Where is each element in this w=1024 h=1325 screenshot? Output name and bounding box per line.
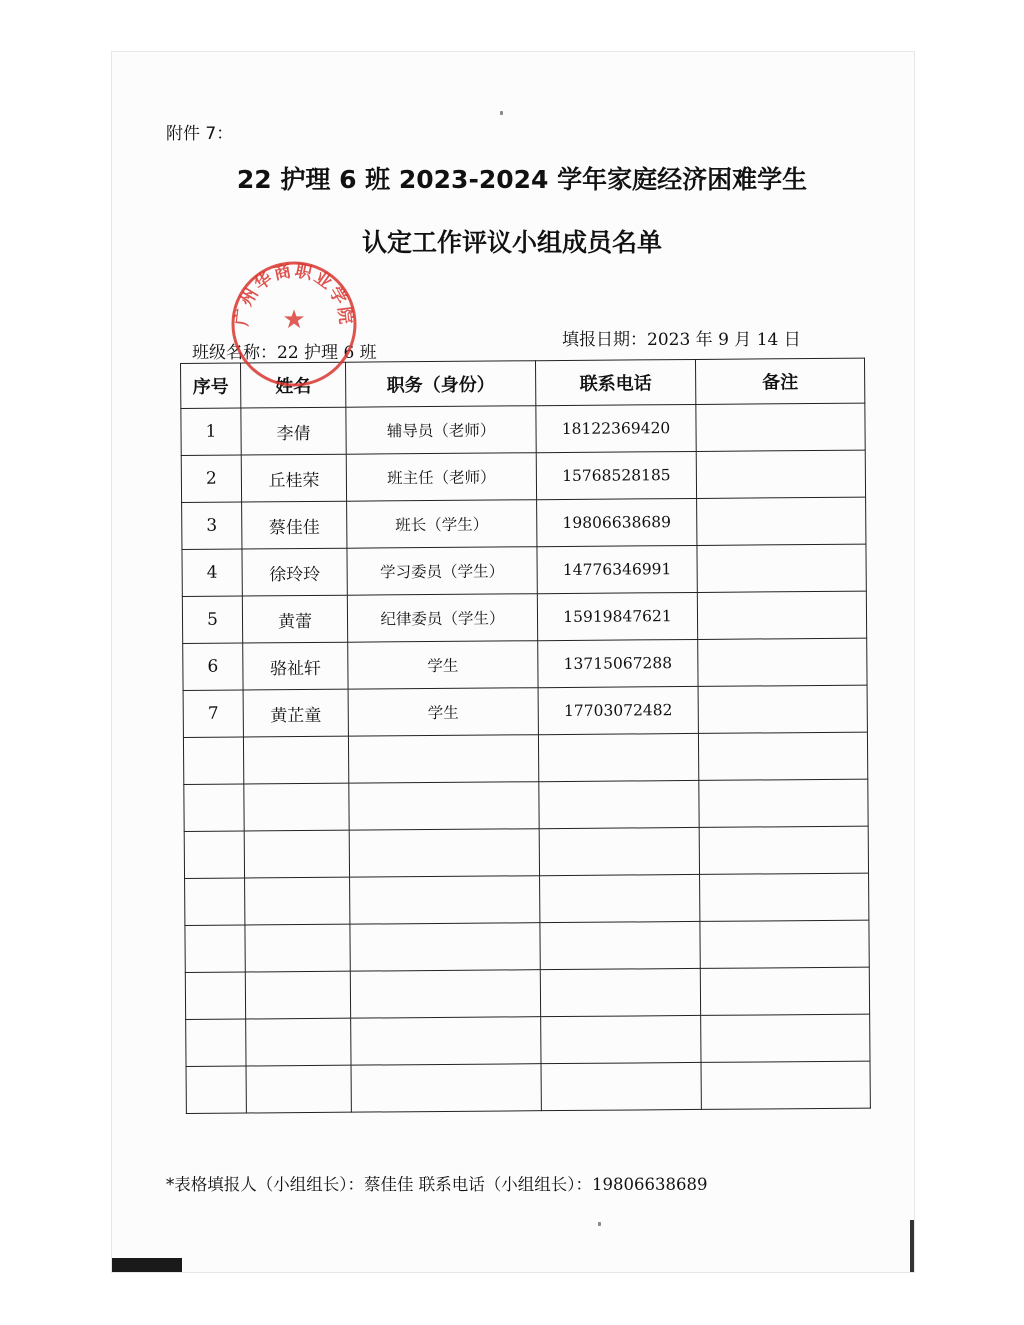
scan-speck [500,111,503,115]
cell-seq [185,925,245,972]
cell-name [246,1018,351,1066]
cell-role: 辅导员（老师） [346,406,536,454]
cell-remark [697,591,866,639]
cell-seq: 3 [182,502,242,549]
cell-remark [698,685,867,733]
cell-name: 骆祉轩 [243,642,348,690]
cell-remark [698,638,867,686]
document-title-line-1: 22 护理 6 班 2023-2024 学年家庭经济困难学生 [236,165,808,194]
cell-seq [185,878,245,925]
cell-phone [539,827,699,875]
cell-remark [696,450,865,498]
cell-phone [540,874,700,922]
seal-text: 广州华商职业学院 [232,260,356,328]
cell-role: 班长（学生） [347,500,537,548]
cell-seq: 6 [183,643,243,690]
cell-name [243,736,348,784]
cell-role [350,970,540,1018]
attachment-label: 附件 7： [166,124,234,144]
cell-seq: 4 [182,549,242,596]
cell-name [245,877,350,925]
table-row [182,591,866,643]
cell-role [348,735,538,783]
header-role: 职务（身份） [345,361,535,407]
cell-phone: 18122369420 [536,404,696,452]
cell-role [351,1064,541,1112]
cell-phone: 14776346991 [537,545,697,593]
cell-seq: 1 [181,408,241,455]
cell-phone [540,968,700,1016]
cell-role [349,782,539,830]
table-row [184,826,868,878]
cell-name [244,783,349,831]
cell-name: 李倩 [241,407,346,455]
cell-seq: 5 [182,596,242,643]
table-row [184,779,868,831]
cell-seq: 7 [183,690,243,737]
scan-edge-shadow [112,1258,182,1272]
official-seal [228,258,360,390]
document-title-line-2: 认定工作评议小组成员名单 [361,228,662,257]
table-row [183,732,867,784]
cell-seq [185,972,245,1019]
cell-remark [697,544,866,592]
cell-seq [186,1019,246,1066]
cell-remark [700,920,869,968]
cell-phone [541,1062,701,1110]
cell-role [351,1017,541,1065]
cell-seq [186,1066,246,1113]
member-table [180,358,871,1114]
header-name: 姓名 [241,362,346,408]
cell-remark [700,873,869,921]
cell-phone: 15919847621 [537,592,697,640]
cell-role: 班主任（老师） [346,453,536,501]
table-row [183,685,867,737]
cell-remark [699,826,868,874]
table-row [186,1061,870,1113]
cell-role [349,829,539,877]
header-seq: 序号 [181,363,241,408]
cell-name [245,924,350,972]
cell-phone [539,780,699,828]
table-row [183,638,867,690]
cell-name [244,830,349,878]
scan-speck [598,1222,601,1226]
cell-name: 蔡佳佳 [242,501,347,549]
header-remark: 备注 [695,358,864,404]
table-row [182,544,866,596]
cell-phone [538,733,698,781]
cell-role: 学生 [348,641,538,689]
cell-remark [701,1014,870,1062]
cell-seq [183,737,243,784]
cell-phone [540,921,700,969]
cell-role [350,876,540,924]
cell-seq [184,831,244,878]
svg-text:★: ★ [282,305,306,335]
cell-remark [697,497,866,545]
cell-name [245,971,350,1019]
table-row [181,450,865,502]
cell-remark [699,779,868,827]
cell-name: 黄蕾 [242,595,347,643]
cell-remark [698,732,867,780]
cell-phone [541,1015,701,1063]
cell-role: 学习委员（学生） [347,547,537,595]
cell-remark [696,403,865,451]
cell-seq [184,784,244,831]
cell-name: 黄芷童 [243,689,348,737]
table-row [185,920,869,972]
table-row [181,403,865,455]
cell-remark [701,1061,870,1109]
header-phone: 联系电话 [535,359,695,405]
table-row [185,873,869,925]
cell-role: 学生 [348,688,538,736]
cell-name: 丘桂荣 [241,454,346,502]
table-row [185,967,869,1019]
footer-note: *表格填报人（小组组长）：蔡佳佳 联系电话（小组组长）：19806638689 [166,1175,708,1194]
cell-role: 纪律委员（学生） [347,594,537,642]
cell-phone: 19806638689 [537,498,697,546]
cell-seq: 2 [181,455,241,502]
cell-name [246,1065,351,1113]
cell-remark [700,967,869,1015]
fill-date-label: 填报日期：2023 年 9 月 14 日 [562,330,801,350]
cell-phone: 15768528185 [536,451,696,499]
cell-phone: 17703072482 [538,686,698,734]
table-row [182,497,866,549]
cell-role [350,923,540,971]
class-name-label: 班级名称：22 护理 6 班 [192,343,377,363]
scan-edge-shadow [910,1220,914,1272]
cell-name: 徐玲玲 [242,548,347,596]
cell-phone: 13715067288 [538,639,698,687]
table-row [186,1014,870,1066]
